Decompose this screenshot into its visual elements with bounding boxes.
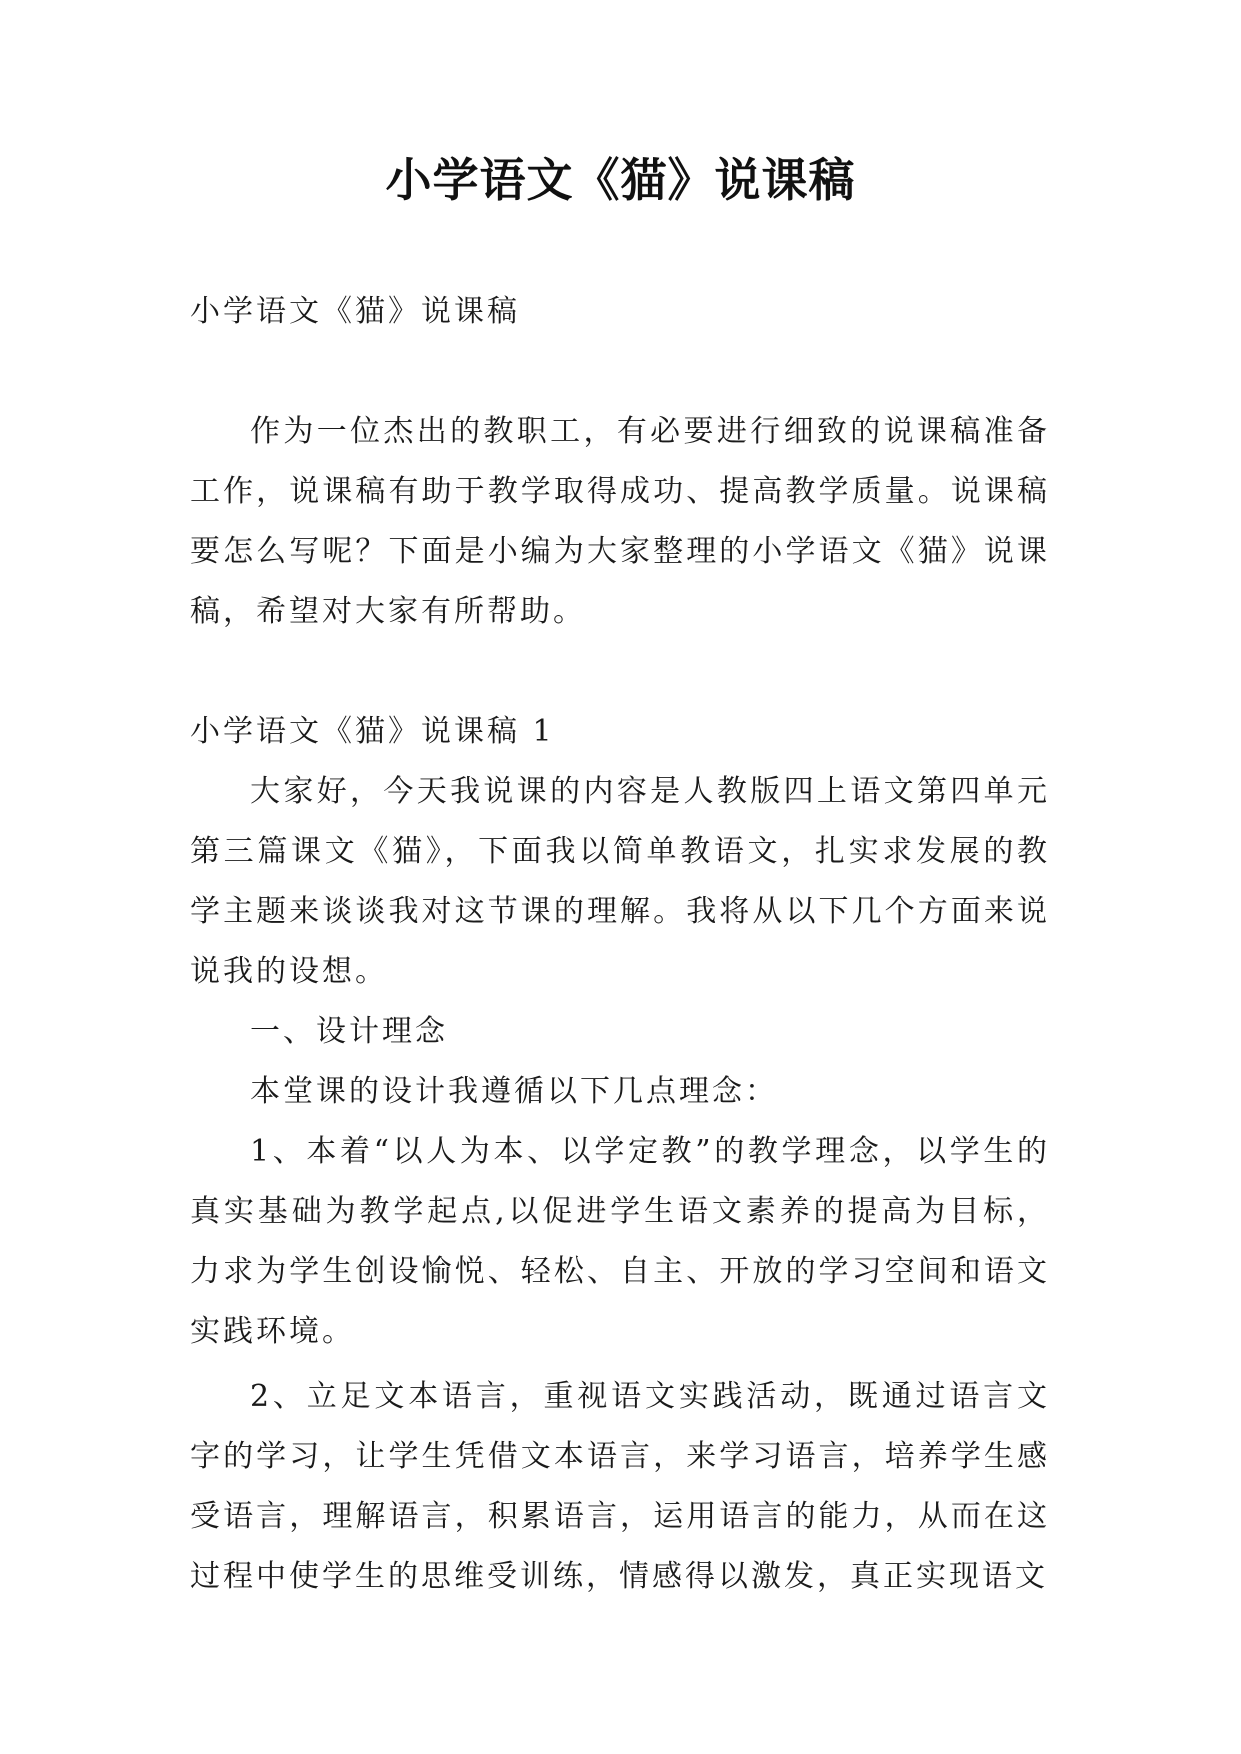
document-title: 小学语文《猫》说课稿 (385, 153, 856, 207)
document-subtitle: 小学语文《猫》说课稿 (190, 294, 520, 329)
intro-paragraph: 作为一位杰出的教职工，有必要进行细致的说课稿准备工作，说课稿有助于教学取得成功、提高教学质量。说课稿要怎么写呢？下面是小编为大家整理的小学语文《猫》说课稿，希望对大家有所帮助。 (190, 414, 1050, 629)
document-body (190, 282, 1050, 1607)
body-paragraph: 本堂课的设计我遵循以下几点理念： (250, 1074, 778, 1109)
body-paragraph: 一、设计理念 (250, 1014, 448, 1049)
section-heading: 小学语文《猫》说课稿 1 (190, 714, 555, 749)
body-paragraph: 2、立足文本语言，重视语文实践活动，既通过语言文字的学习，让学生凭借文本语言，来学习语言，培养学生感受语言，理解语言，积累语言，运用语言的能力，从而在这过程中使学生的思维受训练，情感得以激发，真正实现语文 (190, 1379, 1050, 1594)
body-paragraph: 1、本着“以人为本、以学定教”的教学理念，以学生的真实基础为教学起点,以促进学生语文素养的提高为目标，力求为学生创设愉悦、轻松、自主、开放的学习空间和语文实践环境。 (190, 1134, 1050, 1349)
body-paragraph: 大家好，今天我说课的内容是人教版四上语文第四单元第三篇课文《猫》，下面我以简单教语文，扎实求发展的教学主题来谈谈我对这节课的理解。我将从以下几个方面来说说我的设想。 (190, 774, 1050, 989)
